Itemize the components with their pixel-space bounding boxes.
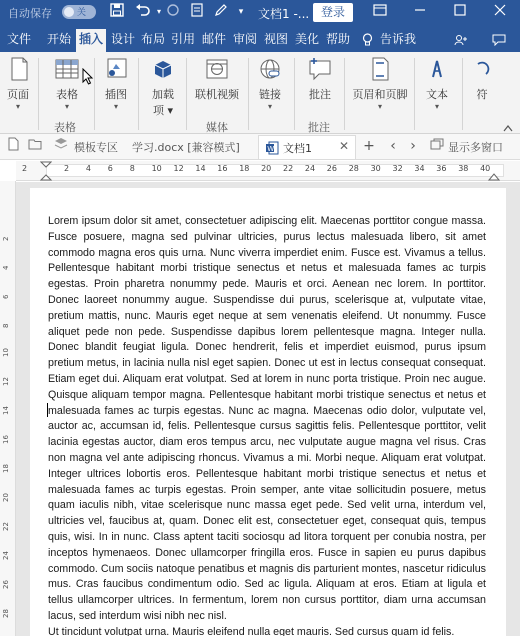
link-icon [257,56,283,82]
folder-icon[interactable] [26,137,44,155]
group-label-comments: 批注 [308,121,330,134]
tab-home[interactable]: 开始 [46,32,71,46]
ruler-tick-label: 12 [173,164,184,173]
vertical-ruler-tick-label: 24 [2,551,10,560]
ruler-tick-label: 16 [217,164,228,173]
tab-design[interactable]: 设计 [110,32,135,46]
group-separator [344,58,345,130]
template-zone-tab[interactable]: 模板专区 [74,141,118,154]
template-icon [52,137,70,155]
save-icon[interactable] [108,3,126,21]
horizontal-ruler[interactable] [16,161,520,181]
vertical-ruler-tick-label: 4 [2,265,10,270]
share-icon[interactable] [452,29,470,52]
text-button[interactable] [422,56,452,111]
vertical-ruler[interactable] [0,181,16,636]
ruler-tick-label: 8 [129,164,135,173]
ruler-tick-label: 40 [480,164,491,173]
title-bar [0,0,520,25]
tab-layout[interactable]: 布局 [140,32,165,46]
show-multi-window[interactable]: 显示多窗口 [448,141,503,154]
vertical-ruler-tick-label: 8 [2,323,10,328]
word-doc-icon [265,140,279,159]
vertical-ruler-tick-label: 6 [2,294,10,299]
group-separator [248,58,249,130]
document-canvas [16,182,520,636]
ruler-tick-label: 18 [239,164,250,173]
pencil-icon[interactable] [212,3,230,21]
illustration-button[interactable] [102,56,130,111]
comment-label: 批注 [309,88,331,101]
group-separator [294,58,295,130]
page-button[interactable] [6,56,30,111]
table-label: 表格 [56,88,78,101]
tab-help[interactable]: 帮助 [325,32,350,46]
tab-references[interactable]: 引用 [170,32,195,46]
video-icon [204,56,230,82]
symbol-button[interactable] [470,56,494,102]
tab-insert[interactable]: 插入 [76,29,106,52]
indent-marker-icon[interactable] [40,161,52,181]
comment-icon [307,56,333,82]
tab-beautify[interactable]: 美化 [294,32,319,46]
header-footer-button[interactable] [352,56,408,111]
vertical-ruler-tick-label: 2 [2,236,10,241]
page-label: 页面 [7,88,29,101]
chevron-down-icon: ▾ [377,102,382,111]
link-button[interactable] [256,56,284,111]
lightbulb-icon [360,29,374,52]
active-doc-tab[interactable] [258,135,356,159]
tab-review[interactable]: 审阅 [232,32,257,46]
paragraph[interactable]: Lorem ipsum dolor sit amet, consectetuer adipiscing elit. Maecenas porttitor congue massa. Fusce posuere, magna sed pulvinar ultricies, purus lectus malesuada libero, sit amet commodo magna eros quis urna. Nunc viverra imperdiet enim. Fusce est. Vivamus a tellus. Pellentesque habitant morbi tristique senectus et netus et malesuada fames ac turpis egestas. Proin pharetra nonummy pede. Mauris et orci. Aenean nec lorem. In porttitor. Donec laoreet nonummy augue. Suspendisse dui purus, scelerisque at, vulputate vitae, pretium mattis, nunc. Mauris eget neque at sem venenatis eleifend. Ut nonummy. Fusce aliquet pede non pede. Suspendisse dapibus lorem pellentesque magna. Integer nulla. Donec blandit feugiat ligula. Donec hendrerit, felis et imperdiet euismod, purus ipsum pretium metus, in lacinia nulla nisl eget sapien. Donec ut est in lectus consequat consequat. Etiam eget dui. Aliquam erat volutpat. Sed at lorem in nunc porta tristique. Proin nec augue. Quisque aliquam tempor magna. Pellentesque habitant morbi tristique senectus et netus et malesuada fames ac turpis egestas. Nunc ac magna. Maecenas odio dolor, vulputate vel, auctor ac, accumsan id, felis. Pellentesque cursus sagittis felis. Pellentesque porttitor, velit lacinia egestas auctor, diam eros tempus arcu, nec vulputate augue magna vel risus. Cras non magna vel ante adipiscing rhoncus. Vivamus a mi. Morbi neque. Aliquam erat volutpat. Integer ultrices lobortis eros. Pellentesque habitant morbi tristique senectus et netus et malesuada fames ac turpis egestas. Proin semper, ante vitae sollicitudin posuere, metus quam iaculis nibh, vitae scelerisque nunc massa eget pede. Sed velit urna, interdum vel, ultricies vel, faucibus at, quam. Donec elit est, consectetuer eget, consequat quis, tempus quis, wisi. In in nunc. Class aptent taciti sociosqu ad litora torquent per conubia nostra, per inceptos hymenaeos. Donec ullamcorper fringilla eros. Fusce in sapien eu purus dapibus commodo. Cum sociis natoque penatibus et magnis dis parturient montes, nascetur ridiculus mus. Cras faucibus condimentum odio. Sed ac ligula. Aliquam at eros. Etiam at ligula et tellus ullamcorper ultrices. In fermentum, lorem non cursus porttitor, diam urna accumsan lacus, sed interdum wisi nibh nec nisl. [48,215,486,622]
ruler-tick-label: 20 [261,164,272,173]
table-icon [54,56,80,82]
group-separator [414,58,415,130]
ruler-tick-label: 32 [392,164,403,173]
autosave-toggle[interactable] [62,5,96,19]
text-icon [424,56,450,82]
vertical-ruler-tick-label: 18 [2,464,10,473]
group-separator [138,58,139,130]
ruler-tick-label: 36 [436,164,447,173]
group-separator [462,58,463,130]
addins-label: 加载 项 ▾ [152,88,174,117]
ruler-tick-label: 24 [304,164,316,173]
ruler-tick-label: 14 [195,164,206,173]
group-label-media: 媒体 [206,121,228,134]
online-video-label: 联机视频 [195,88,239,101]
ruler-tick-label: 10 [151,164,162,173]
document-title: 文档1 -... [258,7,310,21]
undo-dropdown-icon[interactable]: ▾ [156,7,161,16]
illustration-label: 插图 [105,88,127,101]
document-body[interactable] [48,214,486,636]
symbol-label: 符 [476,88,488,101]
text-cursor [47,403,48,417]
paragraph[interactable]: Ut tincidunt volutpat urna. Mauris eleifend nulla eget mauris. Sed cursus quam id felis. [48,625,455,636]
close-tab-icon[interactable]: ✕ [339,139,350,153]
autosave-state: 关 [77,8,87,18]
ribbon-insert [0,52,520,134]
multi-window-icon[interactable] [428,137,446,155]
login-button[interactable]: 登录 [313,3,353,22]
link-label: 链接 [259,88,281,101]
document-tab-bar [0,134,520,160]
repeat-icon[interactable] [188,3,206,21]
ruler-tick-label: 4 [85,164,91,173]
ribbon-tabs [0,25,520,52]
symbol-icon [470,56,496,82]
online-video-button[interactable] [194,56,240,102]
chevron-down-icon: ▾ [434,102,439,111]
tell-me-search[interactable]: 告诉我 [379,32,416,46]
chevron-down-icon: ▾ [267,102,272,111]
mouse-pointer-icon [82,68,94,86]
ruler-tick-label: 6 [107,164,113,173]
chevron-down-icon: ▾ [113,102,118,111]
comments-icon[interactable] [490,29,508,52]
vertical-ruler-tick-label: 16 [2,435,10,444]
page-icon [6,56,32,82]
comment-button[interactable] [304,56,336,102]
addins-button[interactable] [148,56,178,118]
group-label-tables: 表格 [54,121,76,134]
tab-mailings[interactable]: 邮件 [201,32,226,46]
chevron-left-icon[interactable]: ‹ [390,138,396,154]
vertical-ruler-tick-label: 22 [2,522,10,531]
vertical-ruler-tick-label: 26 [2,580,10,589]
ruler-tick-label: 22 [283,164,294,173]
group-separator [94,58,95,130]
vertical-ruler-tick-label: 10 [2,348,10,357]
chevron-down-icon: ▾ [15,102,20,111]
minimize-icon[interactable] [400,0,440,25]
ruler-tick-label: 28 [348,164,359,173]
new-doc-icon[interactable] [4,137,22,155]
autosave-label: 自动保存 [8,7,52,20]
tab-file[interactable]: 文件 [4,29,34,52]
maximize-icon[interactable] [440,0,480,25]
svg-text:W: W [267,145,275,153]
close-icon[interactable] [480,0,520,25]
header-footer-label: 页眉和页脚 [352,88,408,101]
vertical-ruler-tick-label: 12 [2,377,10,386]
group-separator [186,58,187,130]
right-indent-icon[interactable] [488,169,500,181]
redo-icon[interactable] [164,3,182,21]
text-label: 文本 [426,88,448,101]
addin-icon [150,56,176,82]
chevron-right-icon[interactable]: › [410,138,416,154]
ruler-tick-label: 26 [326,164,337,173]
header-footer-icon [367,56,393,82]
study-doc-tab[interactable]: 学习.docx [兼容模式] [132,141,240,154]
ruler-text-area [46,164,504,177]
customize-icon[interactable]: ▾ [238,7,244,17]
ruler-tick-label: 34 [414,164,425,173]
ruler-tick-label: 30 [370,164,381,173]
add-tab-icon[interactable]: + [363,138,375,154]
active-doc-label: 文档1 [283,142,312,155]
vertical-ruler-tick-label: 28 [2,609,10,618]
illustration-icon [103,56,129,82]
ruler-tick-label: 2 [22,164,28,173]
ruler-tick-label: 38 [458,164,469,173]
vertical-ruler-tick-label: 20 [2,493,10,502]
group-separator [38,58,39,130]
vertical-ruler-tick-label: 14 [2,406,10,415]
table-button[interactable] [52,56,82,111]
tab-view[interactable]: 视图 [263,32,288,46]
document-page[interactable] [30,188,506,636]
toggle-knob [64,7,74,17]
ruler-tick-label: 2 [64,164,70,173]
ribbon-display-icon[interactable] [360,0,400,25]
chevron-down-icon: ▾ [64,102,69,111]
